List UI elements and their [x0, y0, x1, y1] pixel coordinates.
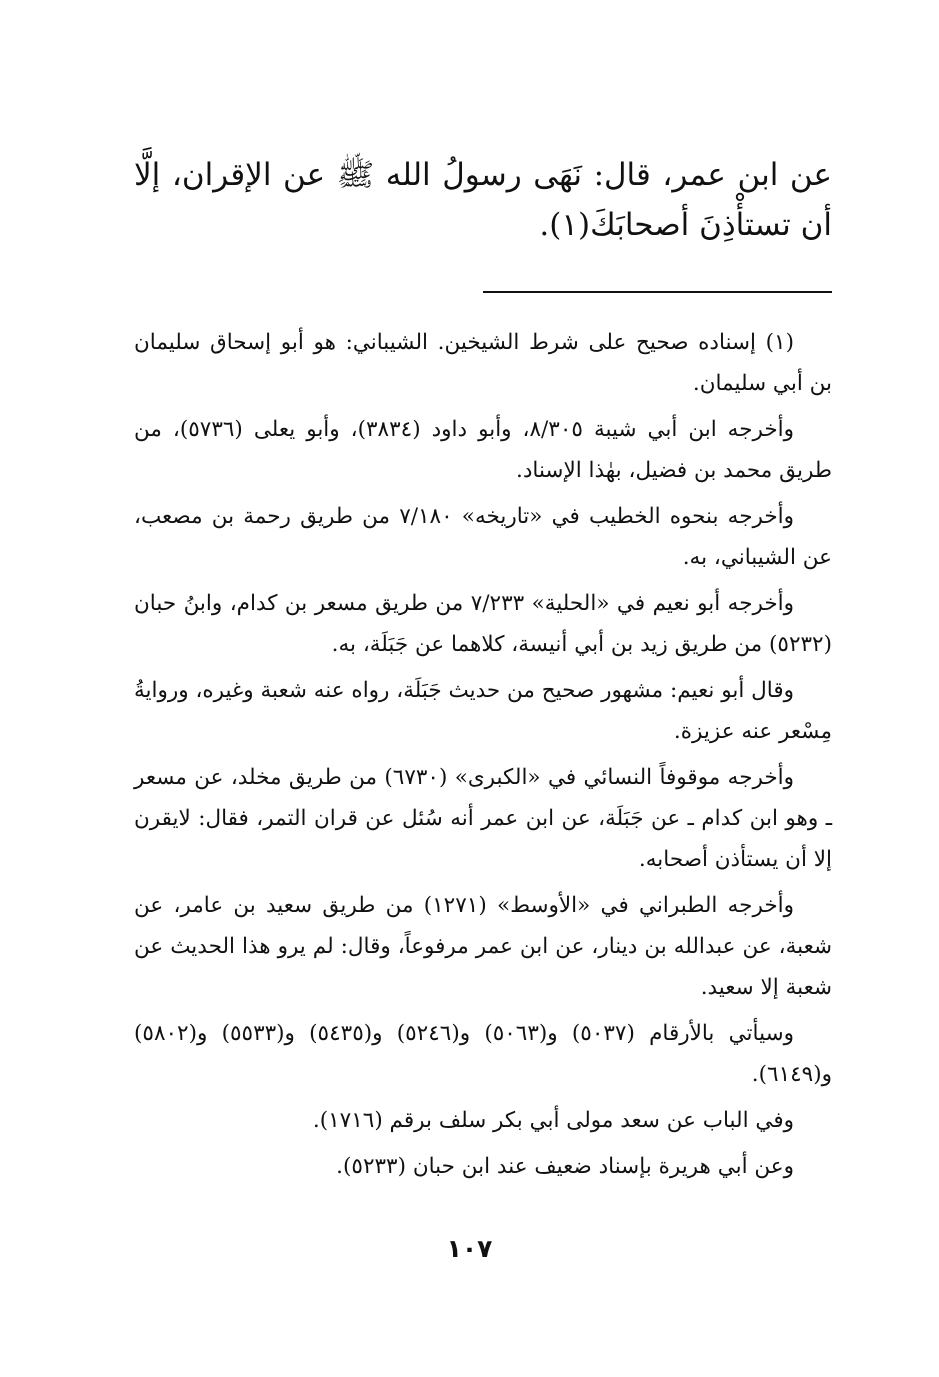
hadith-paragraph: عن ابن عمر، قال: نَهَى رسولُ الله ﷺ عن الإقران، إلَّا أن تستأْذِنَ أصحابَكَ(١). [134, 157, 832, 243]
footnotes [134, 322, 832, 1192]
footnote-separator [483, 291, 832, 293]
hadith-text [134, 150, 832, 250]
footnote-paragraph: وأخرجه ابن أبي شيبة ٨/٣٠٥، وأبو داود (٣٨٣٤)، وأبو يعلى (٥٧٣٦)، من طريق محمد بن فضيل، بهٰذا الإسناد. [134, 417, 832, 483]
footnote-paragraph: وعن أبي هريرة بإسناد ضعيف عند ابن حبان (٥٢٣٣). [336, 1154, 794, 1179]
footnote-paragraph: وأخرجه موقوفاً النسائي في «الكبرى» (٦٧٣٠) من طريق مخلد، عن مسعر ـ وهو ابن كدام ـ عن جَبَلَة، عن ابن عمر أنه سُئل عن قران التمر، فقال: لايقرن إلا أن يستأذن أصحابه. [134, 765, 832, 872]
page-number: ١٠٧ [446, 1234, 493, 1263]
footnote-paragraph: (١) إسناده صحيح على شرط الشيخين. الشيباني: هو أبو إسحاق سليمان بن أبي سليمان. [134, 330, 832, 396]
footnote-paragraph: وأخرجه بنحوه الخطيب في «تاريخه» ٧/١٨٠ من طريق رحمة بن مصعب، عن الشيباني، به. [134, 504, 832, 570]
footnote-paragraph: وأخرجه الطبراني في «الأوسط» (١٢٧١) من طريق سعيد بن عامر، عن شعبة، عن عبدالله بن دينار، عن ابن عمر مرفوعاً، وقال: لم يرو هذا الحديث عن شعبة إلا سعيد. [134, 893, 832, 1000]
footnote-paragraph: وقال أبو نعيم: مشهور صحيح من حديث جَبَلَة، رواه عنه شعبة وغيره، وروايةُ مِسْعر عنه عزيزة. [134, 678, 832, 744]
footnote-paragraph: وسيأتي بالأرقام (٥٠٣٧) و(٥٠٦٣) و(٥٢٤٦) و(٥٤٣٥) و(٥٥٣٣) و(٥٨٠٢) و(٦١٤٩). [134, 1021, 832, 1087]
footnote-paragraph: وفي الباب عن سعد مولى أبي بكر سلف برقم (١٧١٦). [312, 1108, 794, 1133]
footnote-paragraph: وأخرجه أبو نعيم في «الحلية» ٧/٢٣٣ من طريق مسعر بن كدام، وابنُ حبان (٥٢٣٢) من طريق زيد بن أبي أنيسة، كلاهما عن جَبَلَة، به. [134, 591, 832, 657]
